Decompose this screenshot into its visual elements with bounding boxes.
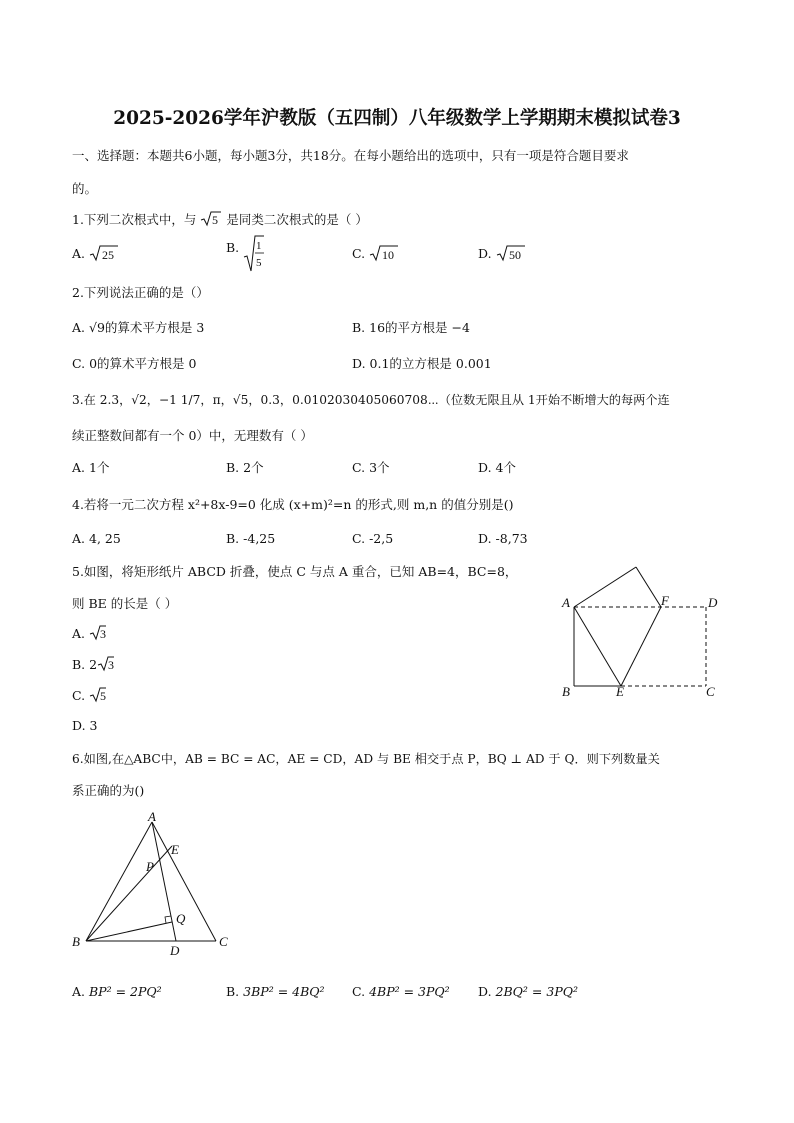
page-title: 2025-2026学年沪教版（五四制）八年级数学上学期期末模拟试卷3 [113,108,681,129]
question-3-stem-line2: 续正整数间都有一个 0）中，无理数有（ ） [72,428,313,443]
q5-option-b[interactable]: B. 2 3 [72,657,115,672]
section-header-line1: 一、选择题：本题共6小题，每小题3分，共18分。在每小题给出的选项中，只有一项是符合题目要求 [72,148,629,163]
label-e: E [171,842,179,857]
label-a: A [562,595,570,610]
segment-ae [574,607,621,686]
q1-option-b[interactable]: B. 1 5 [226,235,265,273]
question-1-stem: 1.下列二次根式中，与 5 是同类二次根式的是（ ） [72,212,368,227]
label-d: D [708,595,718,610]
q6-option-c[interactable]: C. 4BP² = 3PQ² [352,984,450,999]
segment-folded-1 [574,567,636,607]
question-6-stem-line2: 系正确的为() [72,783,145,798]
svg-text:10: 10 [382,248,395,262]
q1-option-a[interactable]: A. 25 [72,245,119,262]
radical-icon [369,245,399,262]
svg-text:5: 5 [212,213,219,227]
q4-option-c[interactable]: C. -2,5 [352,531,394,546]
q5-option-a[interactable]: A. 3 [72,626,106,641]
label-c: C [706,684,715,699]
svg-text:3: 3 [99,627,106,641]
segment-be [86,846,172,941]
label-b: B [562,684,570,699]
q6-option-a[interactable]: A. BP² = 2PQ² [72,984,162,999]
q3-option-b[interactable]: B. 2个 [226,460,264,475]
q4-option-b[interactable]: B. -4,25 [226,531,276,546]
question-6-stem-line1: 6.如图,在△ABC中，AB = BC = AC，AE = CD，AD 与 BE 相交于点 P，BQ ⊥ AD 于 Q．则下列数量关 [72,752,660,766]
question-4-stem: 4.若将一元二次方程 x²+8x-9=0 化成 (x+m)²=n 的形式,则 m,n 的值分别是() [72,497,514,512]
label-c: C [219,934,228,949]
q3-option-a[interactable]: A. 1个 [72,460,110,475]
q3-option-d[interactable]: D. 4个 [478,460,516,475]
segment-ad [152,822,176,941]
q2-option-d[interactable]: D. 0.1的立方根是 0.001 [352,356,492,371]
radical-icon [89,245,119,262]
svg-text:1: 1 [256,240,262,252]
q4-option-a[interactable]: A. 4, 25 [72,531,121,546]
label-d: D [170,943,180,958]
segment-folded-2 [636,567,661,607]
label-p: P [146,859,154,874]
q6-option-d[interactable]: D. 2BQ² = 3PQ² [478,984,578,999]
sqrt-5 [196,212,226,227]
q2-option-c[interactable]: C. 0的算术平方根是 0 [72,356,197,371]
label-q: Q [176,911,186,926]
q6-option-b[interactable]: B. 3BP² = 4BQ² [226,984,325,999]
svg-text:3: 3 [108,658,115,672]
q5-option-d[interactable]: D. 3 [72,718,98,733]
segment-ef [621,607,661,686]
q2-option-b[interactable]: B. 16的平方根是 −4 [352,320,470,335]
q5-rectangle-fold-figure [556,562,726,702]
label-e: E [616,684,624,699]
q1-option-c[interactable]: C. 10 [352,245,399,262]
q2-option-a[interactable]: A. √9的算术平方根是 3 [72,320,205,335]
svg-text:5: 5 [100,689,107,703]
question-2-stem: 2.下列说法正确的是（） [72,285,209,300]
q6-triangle-figure [66,810,246,960]
segment-ab [86,822,152,941]
svg-text:25: 25 [101,248,114,262]
q3-option-c[interactable]: C. 3个 [352,460,390,475]
label-a: A [148,810,156,824]
radical-icon [496,245,526,262]
question-5-stem-line2: 则 BE 的长是（ ） [72,596,178,611]
svg-text:50: 50 [508,248,521,262]
q1-option-d[interactable]: D. 50 [478,245,526,262]
segment-bq [86,922,172,941]
radical-icon [200,211,222,227]
label-f: F [661,593,669,608]
question-3-stem-line1: 3.在 2.3，√2，−1 1/7，π，√5，0.3，0.0102030405060708⋯（位数无限且从 1开始不断增大的每两个连 [72,393,670,407]
section-header-line2: 的。 [72,181,98,196]
radical-icon [89,625,107,641]
radical-icon [97,656,115,672]
question-5-stem-line1: 5.如图，将矩形纸片 ABCD 折叠，使点 C 与点 A 重合，已知 AB=4，BC=8， [72,564,518,579]
radical-icon [89,687,107,703]
q4-option-d[interactable]: D. -8,73 [478,531,528,546]
label-b: B [72,934,80,949]
radical-fraction-icon [243,235,265,273]
q5-option-c[interactable]: C. 5 [72,688,107,703]
svg-text:5: 5 [256,257,262,269]
